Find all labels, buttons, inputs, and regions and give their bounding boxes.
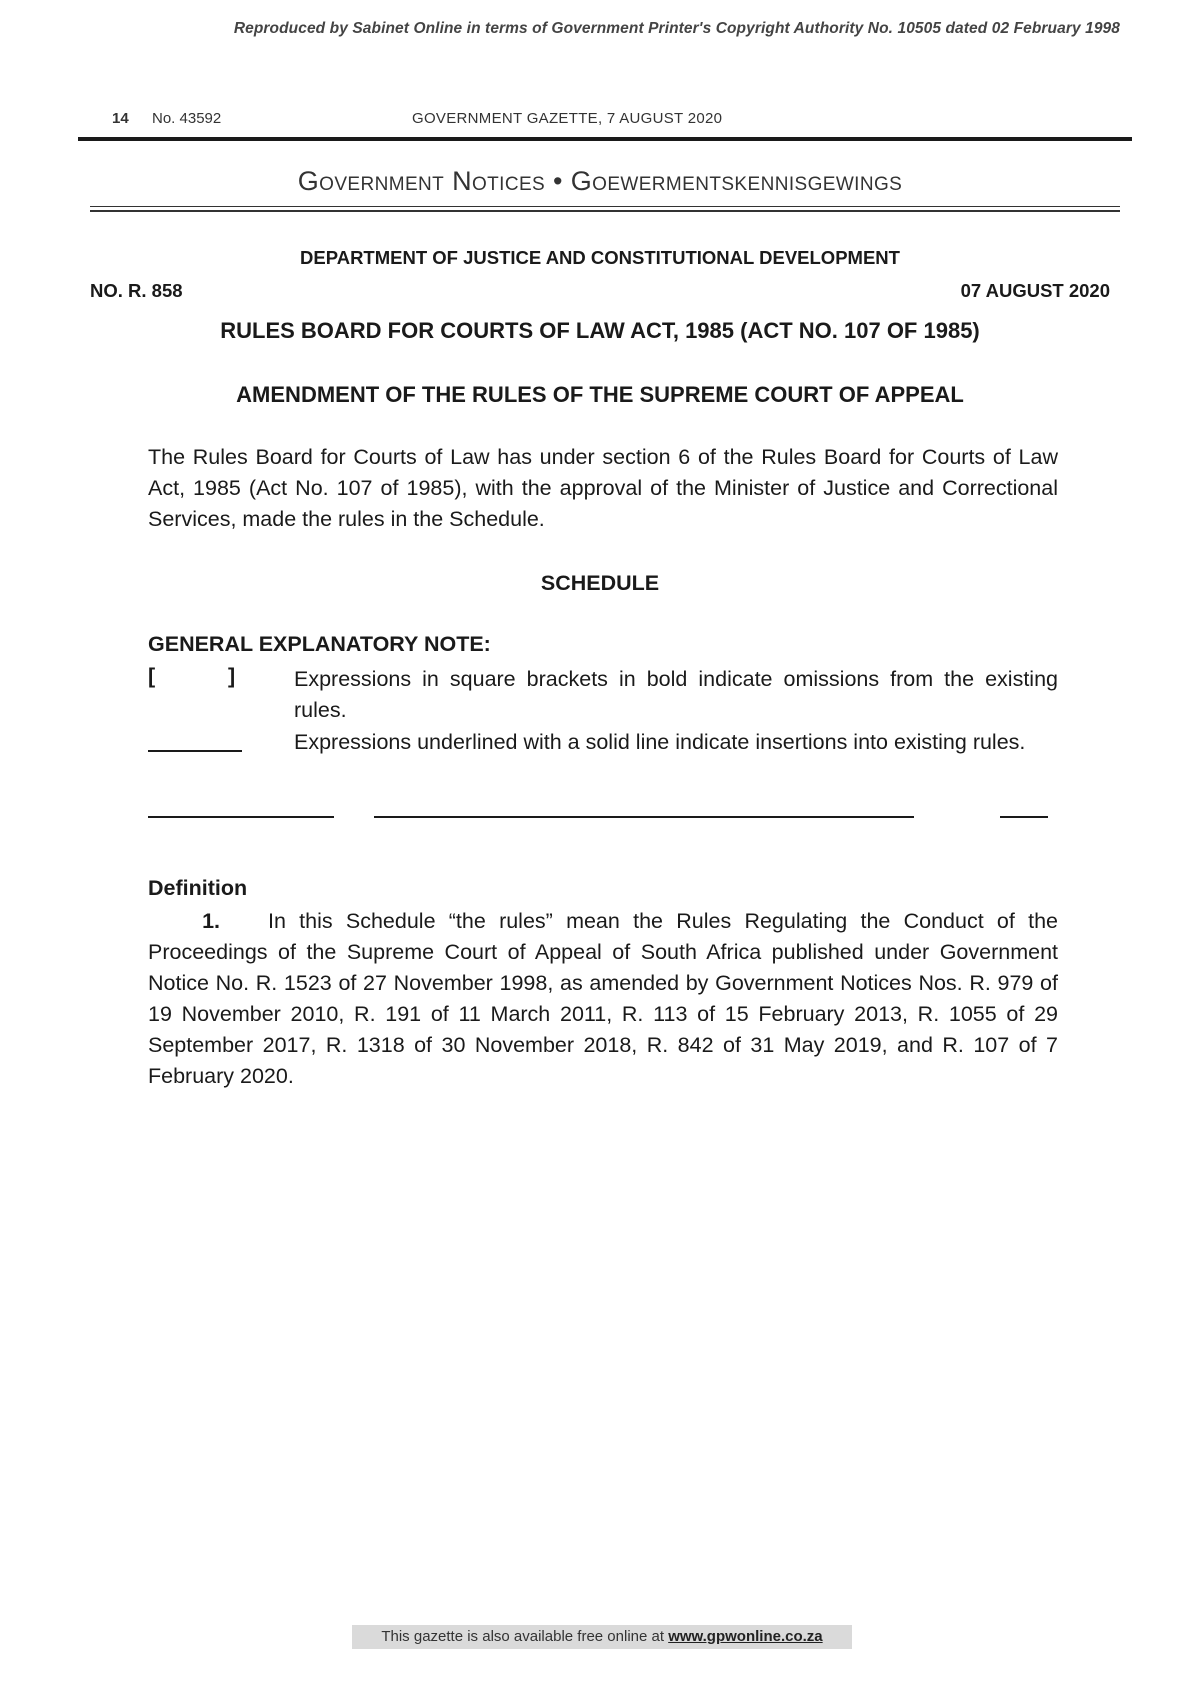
act-title: RULES BOARD FOR COURTS OF LAW ACT, 1985 (ACT NO. 107 OF 1985) (220, 318, 980, 343)
gazette-title: GOVERNMENT GAZETTE, 7 AUGUST 2020 (412, 110, 723, 127)
bracket-open-symbol: [ (148, 664, 156, 688)
notice-date: 07 AUGUST 2020 (960, 280, 1110, 301)
definition-paragraph (148, 906, 1058, 1092)
footer-link[interactable]: www.gpwonline.co.za (668, 1628, 823, 1645)
definition-heading: Definition (148, 876, 248, 900)
intro-paragraph: The Rules Board for Courts of Law has under section 6 of the Rules Board for Courts of Law Act, 1985 (Act No. 107 of 1985), with the approval of the Minister of Justice and Correctional Services, made the rules in the Schedule. (148, 445, 1058, 531)
reproduction-notice: Reproduced by Sabinet Online in terms of Government Printer's Copyright Authority No. 10505 dated 02 February 1998 (233, 20, 1120, 37)
amendment-title: AMENDMENT OF THE RULES OF THE SUPREME COURT OF APPEAL (236, 382, 964, 407)
definition-number: 1. (202, 909, 220, 933)
department-heading: DEPARTMENT OF JUSTICE AND CONSTITUTIONAL DEVELOPMENT (300, 247, 900, 268)
section-title: Government Notices • Goewermentskennisgewings (297, 166, 903, 196)
schedule-heading: SCHEDULE (540, 571, 660, 595)
separator-line (148, 816, 334, 818)
page-number: 14 (112, 110, 129, 127)
brackets-explanation: Expressions in square brackets in bold indicate omissions from the existing rules. (294, 667, 1058, 722)
footer-banner (352, 1625, 852, 1649)
header-rule (78, 137, 1132, 141)
section-rule-top (90, 206, 1120, 207)
bracket-close-symbol: ] (228, 664, 236, 688)
issue-number: No. 43592 (152, 110, 222, 127)
explanatory-note-heading: GENERAL EXPLANATORY NOTE: (148, 632, 491, 656)
notice-number: NO. R. 858 (90, 280, 183, 301)
separator-line (374, 816, 914, 818)
underline-sample-line (148, 750, 242, 752)
footer-text: This gazette is also available free online at (381, 1628, 665, 1645)
section-rule-bottom (90, 210, 1120, 212)
separator-line (1000, 816, 1048, 818)
underline-explanation: Expressions underlined with a solid line indicate insertions into existing rules. (294, 730, 1026, 754)
definition-text: In this Schedule “the rules” mean the Rules Regulating the Conduct of the Proceedings of the Supreme Court of Appeal of South Africa published under Government Notice No. R. 1523 of 27 November 1998, as amended by Government Notices Nos. R. 979 of 19 November 2010, R. 191 of 11 March 2011, R. 113 of 15 February 2013, R. 1055 of 29 September 2017, R. 1318 of 30 November 2018, R. 842 of 31 May 2019, and R. 107 of 7 February 2020. (148, 909, 1058, 1088)
